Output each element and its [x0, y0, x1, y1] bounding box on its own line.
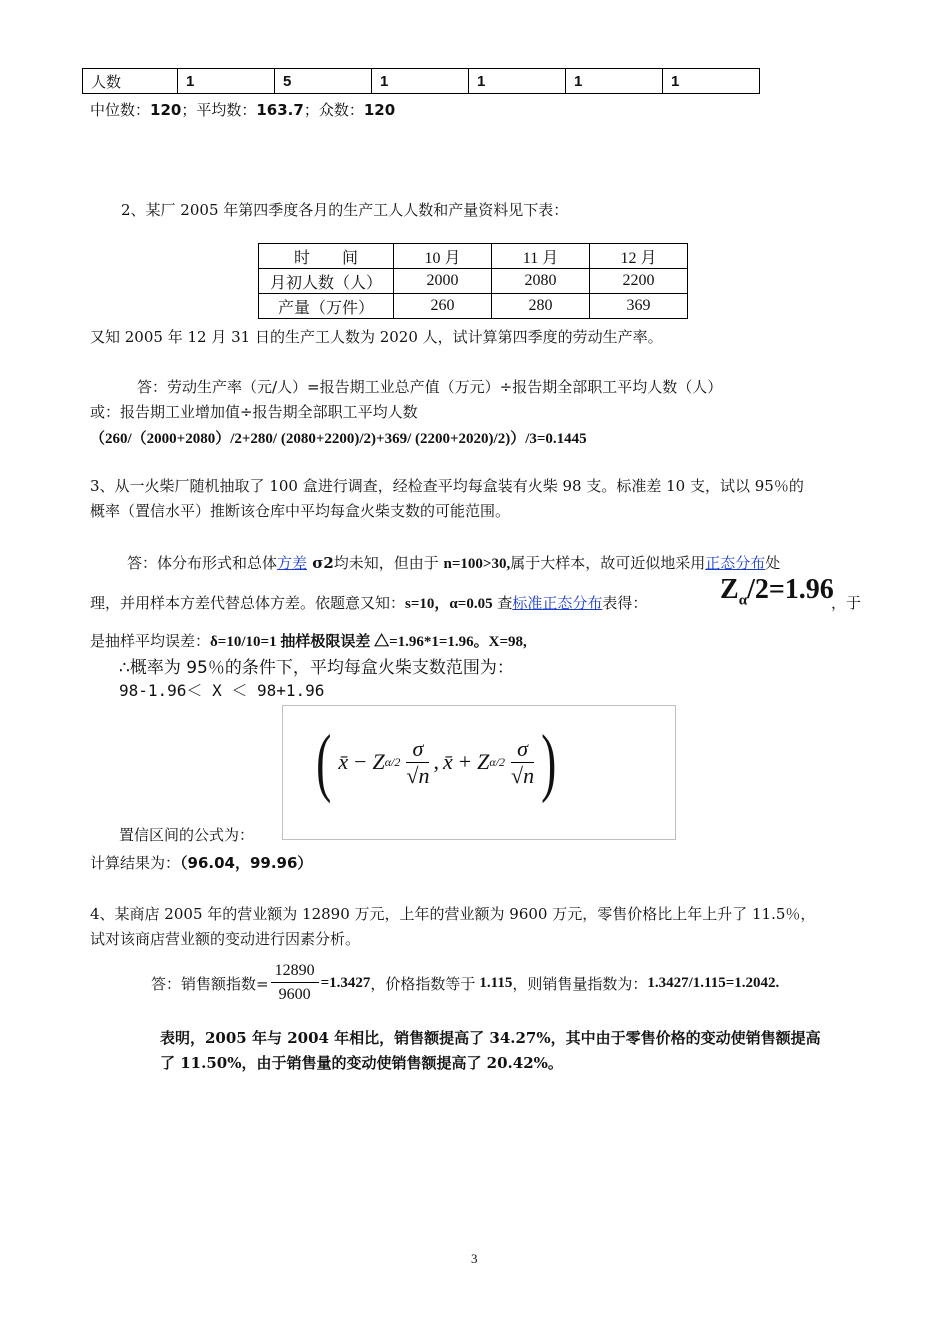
mode-label: 众数： — [318, 101, 364, 119]
table-cell: 1 — [663, 69, 760, 94]
table-row — [259, 294, 688, 319]
table-header-cell: 10 月 — [394, 244, 492, 269]
z-letter: Z — [720, 574, 739, 605]
z-symbol: Z — [477, 749, 490, 774]
q4-conclusion-line1: 表明，2005 年与 2004 年相比，销售额提高了 34.27%，其中由于零售价格的变动使销售额提高 — [160, 1029, 821, 1047]
production-table — [258, 243, 688, 319]
standard-normal-link[interactable]: 标准正态分布 — [512, 594, 603, 612]
sampling-error: δ=10/10=1 — [210, 634, 277, 650]
table-cell: 1 — [469, 69, 566, 94]
z-critical-value — [720, 574, 834, 610]
q4-question-line1: 4、某商店 2005 年的营业额为 12890 万元，上年的营业额为 9600 万元，零售价格比上年上升了 11.5％， — [90, 905, 816, 923]
text-span: 均未知，但由于 — [333, 554, 444, 572]
q3-therefore-line: ∴概率为 95％的条件下，平均每盒火柴支数范围为： — [119, 658, 514, 678]
table-header-cell: 12 月 — [590, 244, 688, 269]
table-header-cell: 人数 — [83, 69, 178, 94]
left-paren: ( — [316, 720, 332, 804]
fraction-denominator: 9600 — [278, 986, 311, 1003]
fraction-numerator: 12890 — [271, 962, 319, 983]
z-value: /2=1.96 — [747, 574, 834, 605]
mean-value: 163.7 — [256, 101, 304, 119]
table-cell: 2200 — [590, 269, 688, 294]
table-cell: 2080 — [492, 269, 590, 294]
table-cell: 1 — [566, 69, 663, 94]
result-label: 计算结果为： — [90, 854, 181, 872]
text-span: 理，并用样本方差代替总体方差。依题意又知： — [90, 594, 406, 612]
q3-answer-para1 — [127, 552, 780, 573]
z-subscript: α/2 — [489, 754, 506, 769]
q3-result — [90, 852, 312, 873]
table-header-row — [259, 244, 688, 269]
mode-value: 120 — [363, 101, 396, 119]
q2-answer-line3: （260/（2000+2080）/2+280/ (2080+2200)/2)+369/ (2200+2020)/2)）/3=0.1445 — [90, 431, 587, 447]
sigma-symbol: σ2 — [307, 554, 334, 572]
table-cell: 1 — [178, 69, 275, 94]
fraction-numerator: σ — [406, 736, 429, 763]
text-span: 答：体分布形式和总体 — [127, 554, 278, 572]
page-number: 3 — [471, 1251, 478, 1266]
alpha-subscript: α — [738, 592, 748, 609]
variance-link[interactable]: 方差 — [277, 554, 308, 572]
table-cell: 5 — [275, 69, 372, 94]
plus-sign: + — [458, 749, 472, 774]
fraction-denominator: √n — [406, 762, 430, 788]
q2-answer-line1: 答：劳动生产率（元/人）=报告期工业总产值（万元）÷报告期全部职工平均人数（人） — [137, 378, 723, 396]
table-row — [83, 69, 760, 94]
q2-extra: 又知 2005 年 12 月 31 日的生产工人数为 2020 人，试计算第四季度的劳动生产率。 — [90, 328, 663, 346]
result-value: （96.04，99.96） — [180, 854, 313, 872]
table-cell: 2000 — [394, 269, 492, 294]
z-symbol: Z — [372, 749, 385, 774]
median-value: 120 — [150, 101, 182, 119]
volume-index-value: 1.3427/1.115=1.2042. — [647, 974, 780, 991]
separator: ； — [181, 101, 197, 119]
table-cell: 产量（万件） — [259, 294, 394, 319]
median-label: 中位数： — [90, 101, 151, 119]
fraction-numerator: σ — [511, 736, 534, 763]
confidence-interval-formula — [282, 705, 676, 840]
text-span: 表得： — [602, 594, 648, 612]
text-span: 属于大样本，故可近似地采用 — [510, 554, 706, 572]
comma: , — [433, 749, 439, 774]
table-cell: 1 — [372, 69, 469, 94]
x-bar: x̄ — [338, 749, 349, 774]
q3-comma: ，于 — [831, 594, 862, 612]
normal-distribution-link[interactable]: 正态分布 — [705, 554, 766, 572]
z-subscript: α/2 — [384, 754, 401, 769]
mean-label: 平均数： — [196, 101, 257, 119]
q4-conclusion-line2: 了 11.50%，由于销售量的变动使销售额提高了 20.42%。 — [160, 1054, 563, 1072]
table-cell: 260 — [394, 294, 492, 319]
given-values: s=10，α=0.05 — [405, 596, 493, 612]
text-span: 答：销售额指数= — [151, 974, 269, 993]
minus-sign: − — [354, 749, 367, 774]
separator: ； — [303, 101, 319, 119]
q3-question-line2: 概率（置信水平）推断该仓库中平均每盒火柴支数的可能范围。 — [90, 502, 511, 520]
formula-expression — [311, 720, 561, 804]
text-span: 是抽样平均误差： — [90, 632, 211, 650]
fraction-denominator: √n — [511, 762, 535, 788]
text-span: 处 — [765, 554, 781, 572]
sigma-fraction — [406, 736, 429, 789]
q3-answer-para2 — [90, 592, 647, 613]
sales-index-fraction — [271, 962, 319, 1004]
table-cell: 280 — [492, 294, 590, 319]
text-span: ，则销售量指数为： — [512, 974, 648, 993]
q3-range-line: 98-1.96＜ X ＜ 98+1.96 — [119, 681, 325, 700]
sample-size-text: n=100>30, — [443, 556, 511, 572]
text-span: ，价格指数等于 — [370, 974, 476, 993]
q4-answer-line — [151, 962, 779, 1004]
q3-question-line1: 3、从一火柴厂随机抽取了 100 盒进行调查，经检查平均每盒装有火柴 98 支。标准差 10 支，试以 95％的 — [90, 477, 804, 495]
sales-index-value: =1.3427 — [320, 974, 371, 991]
table-cell: 月初人数（人） — [259, 269, 394, 294]
q3-answer-para3 — [90, 630, 527, 651]
q2-question: 2、某厂 2005 年第四季度各月的生产工人人数和产量资料见下表： — [121, 201, 569, 219]
table-cell: 369 — [590, 294, 688, 319]
text-span: 查 — [492, 594, 513, 612]
table-header-cell: 11 月 — [492, 244, 590, 269]
sigma-fraction — [511, 736, 534, 789]
price-index-value: 1.115 — [479, 974, 513, 991]
right-paren: ) — [541, 720, 557, 804]
q2-answer-line2: 或：报告期工业增加值÷报告期全部职工平均人数 — [90, 403, 418, 421]
q4-question-line2: 试对该商店营业额的变动进行因素分析。 — [90, 930, 361, 948]
table-header-cell: 时 间 — [259, 244, 394, 269]
table-row — [259, 269, 688, 294]
frequency-table — [82, 68, 760, 94]
x-bar: x̄ — [442, 749, 453, 774]
limit-error: 抽样极限误差 △=1.96*1=1.96。X=98, — [276, 634, 527, 650]
q3-formula-label: 置信区间的公式为： — [119, 826, 255, 844]
stats-line — [90, 99, 395, 120]
